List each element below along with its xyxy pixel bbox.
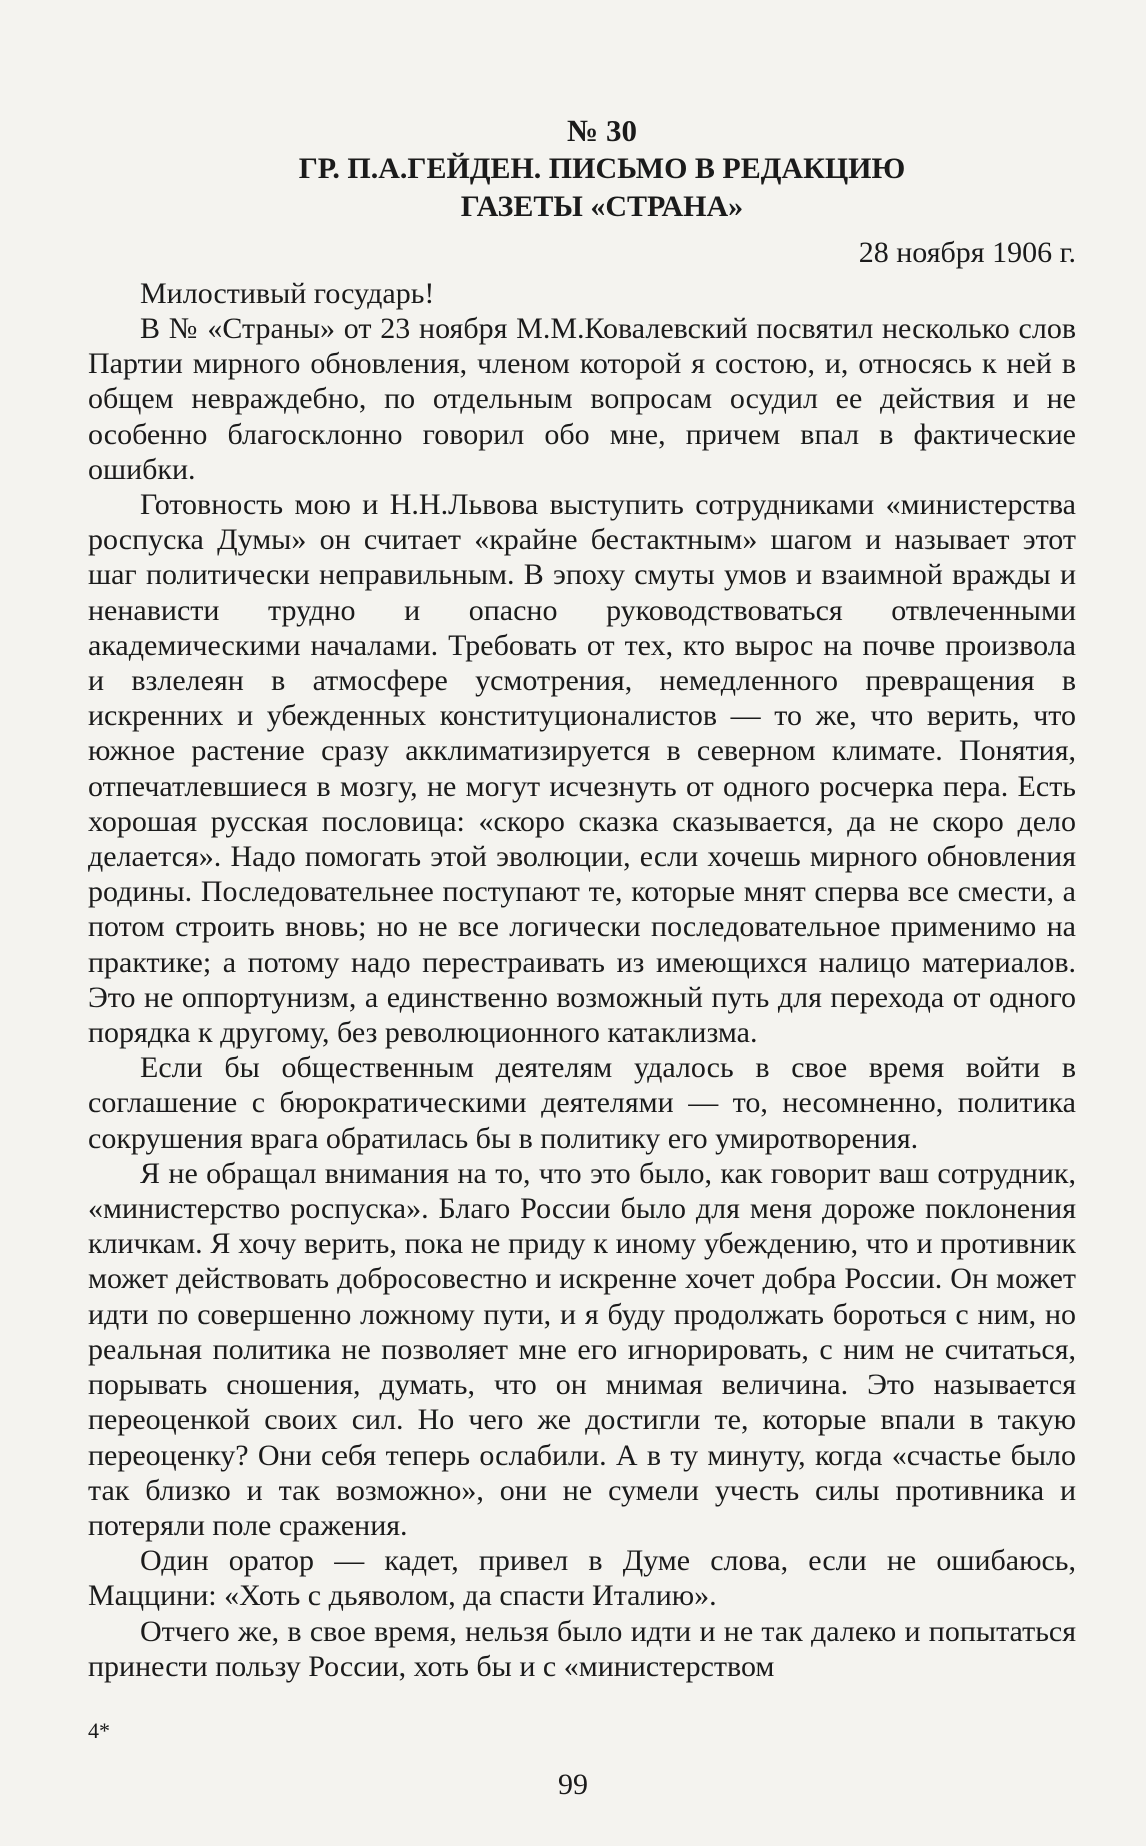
document-number: № 30	[567, 113, 637, 148]
document-page	[88, 112, 1076, 1684]
document-title-line-1: ГР. П.А.ГЕЙДЕН. ПИСЬМО В РЕДАКЦИЮ	[298, 152, 906, 185]
paragraph-2: Готовность мою и Н.Н.Львова выступить сотрудниками «министерства роспуска Думы» он считает «крайне бестактным» шагом и называет этот шаг политически неправильным. В эпоху смуты умов и взаимной вражды и ненависти трудно и опасно руководствоваться отвлеченными академическими началами. Требовать от тех, кто вырос на почве произвола и взлелеян в атмосфере усмотрения, немедленного превращения в искренних и убежденных конституционалистов — то же, что верить, что южное растение сразу акклиматизируется в северном климате. Понятия, отпечатлевшиеся в мозгу, не могут исчезнуть от одного росчерка пера. Есть хорошая русская пословица: «скоро сказка сказывается, да не скоро дело делается». Надо помогать этой эволюции, если хочешь мирного обновления родины. Последовательнее поступают те, которые мнят сперва все смести, а потом строить вновь; но не все логически последовательное применимо на практике; а потому надо перестраивать из имеющихся налицо материалов. Это не оппортунизм, а единственно возможный путь для перехода от одного порядка к другому, без революционного катаклизма.	[88, 488, 1076, 1050]
paragraph-5: Один оратор — кадет, привел в Думе слова, если не ошибаюсь, Маццини: «Хоть с дьяволом, да спасти Италию».	[88, 1544, 1076, 1613]
paragraph-3: Если бы общественным деятелям удалось в свое время войти в соглашение с бюрократическими деятелями — то, несомненно, политика сокрушения врага обратилась бы в политику его умиротворения.	[88, 1051, 1076, 1155]
document-date: 28 ноября 1906 г.	[858, 236, 1076, 269]
signature-mark: 4*	[88, 1718, 110, 1743]
paragraph-6: Отчего же, в свое время, нельзя было идти и не так далеко и попытаться принести пользу России, хоть бы и с «министерством	[88, 1614, 1076, 1683]
page-number: 99	[558, 1768, 588, 1801]
paragraph-1: В № «Страны» от 23 ноября М.М.Ковалевский посвятил несколько слов Партии мирного обновления, членом которой я состою, и, относясь к ней в общем невраждебно, по отдельным вопросам осудил ее действия и не особенно благосклонно говорил обо мне, причем впал в фактические ошибки.	[88, 312, 1076, 486]
document-title-line-2: ГАЗЕТЫ «СТРАНА»	[460, 190, 744, 223]
salutation: Милостивый государь!	[140, 277, 435, 310]
paragraph-4: Я не обращал внимания на то, что это было, как говорит ваш сотрудник, «министерство роспуска». Благо России было для меня дороже поклонения кличкам. Я хочу верить, пока не приду к иному убеждению, что и противник может действовать добросовестно и искренне хочет добра России. Он может идти по совершенно ложному пути, и я буду продолжать бороться с ним, но реальная политика не позволяет мне его игнорировать, с ним не считаться, порывать сношения, думать, что он мнимая величина. Это называется переоценкой своих сил. Но чего же достигли те, которые впали в такую переоценку? Они себя теперь ослабили. А в ту минуту, когда «счастье было так близко и так возможно», они не сумели учесть силы противника и потеряли поле сражения.	[88, 1156, 1076, 1542]
